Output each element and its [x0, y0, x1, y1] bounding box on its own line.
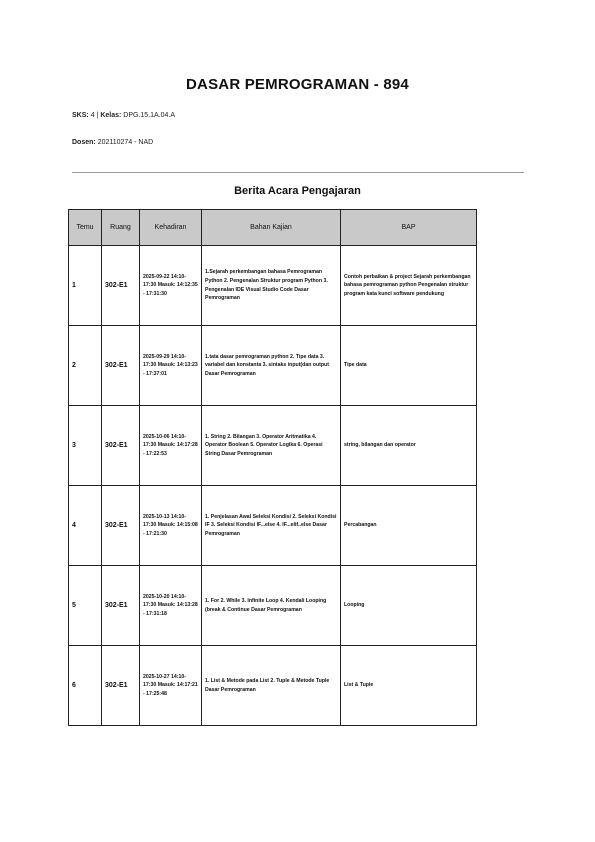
ruang-cell: 302-E1 — [102, 246, 140, 326]
kehadiran-cell: 2025-10-27 14:10-17:30 Masuk: 14:17:21 - 17:25:48 — [140, 646, 202, 726]
temu-cell: 6 — [69, 646, 102, 726]
lecturer-meta-line — [72, 139, 153, 146]
bahan-kajian-cell: 1.tata dasar pemrograman python 2. Tipe data 3. variabel dan konstanta 3. sintaks input(dan output Dasar Pemrograman — [202, 326, 341, 406]
dosen-value: 202110274 - NAD — [97, 139, 154, 146]
temu-cell: 3 — [69, 406, 102, 486]
sks-label: SKS: — [72, 112, 89, 119]
table-row — [69, 566, 477, 646]
kehadiran-cell: 2025-09-29 14:10-17:30 Masuk: 14:13:23 - 17:37:01 — [140, 326, 202, 406]
ruang-cell: 302-E1 — [102, 326, 140, 406]
kehadiran-cell: 2025-10-13 14:10-17:30 Masuk: 14:15:08 - 17:21:30 — [140, 486, 202, 566]
section-divider — [72, 172, 524, 173]
table-row — [69, 406, 477, 486]
temu-cell: 4 — [69, 486, 102, 566]
table-row — [69, 646, 477, 726]
dosen-label: Dosen: — [72, 139, 96, 146]
table-header-row — [69, 210, 477, 246]
bap-cell: Contoh perbaikan & project Sejarah perkembangan bahasa pemrograman python Pengenalan struktur program kata kunci software pendukung — [341, 246, 477, 326]
bap-cell: Tipe data — [341, 326, 477, 406]
bahan-kajian-cell: 1.Sejarah perkembangan bahasa Pemrograman Python 2. Pengenalan Struktur program Python 3. Pengenalan IDE Visual Studio Code Dasar Pemrograman — [202, 246, 341, 326]
course-meta-line — [72, 112, 175, 119]
header-kehadiran: Kehadiran — [140, 210, 202, 246]
bahan-kajian-cell: 1. List & Metode pada List 2. Tuple & Metode Tuple Dasar Pemrograman — [202, 646, 341, 726]
header-bahan-kajian: Bahan Kajian — [202, 210, 341, 246]
kelas-label: Kelas: — [100, 112, 122, 119]
header-temu: Temu — [69, 210, 102, 246]
teaching-record-table — [68, 209, 477, 726]
bap-cell: Looping — [341, 566, 477, 646]
sks-value: 4 — [90, 112, 95, 119]
ruang-cell: 302-E1 — [102, 486, 140, 566]
temu-cell: 5 — [69, 566, 102, 646]
bahan-kajian-cell: 1. For 2. While 3. Infinite Loop 4. Kendali Looping (break & Continue Dasar Pemrograman — [202, 566, 341, 646]
temu-cell: 2 — [69, 326, 102, 406]
kehadiran-cell: 2025-10-20 14:10-17:30 Masuk: 14:13:28 - 17:31:18 — [140, 566, 202, 646]
ruang-cell: 302-E1 — [102, 566, 140, 646]
section-title: Berita Acara Pengajaran — [234, 185, 361, 197]
bahan-kajian-cell: 1. Penjelasan Awal Seleksi Kondisi 2. Seleksi Kondisi IF 3. Seleksi Kondisi IF...else 4. IF...elif..else Dasar Pemrograman — [202, 486, 341, 566]
temu-cell: 1 — [69, 246, 102, 326]
table-row — [69, 486, 477, 566]
kehadiran-cell: 2025-09-22 14:10-17:30 Masuk: 14:12:35 - 17:31:30 — [140, 246, 202, 326]
table-row — [69, 326, 477, 406]
kelas-value: DPG.15.1A.04.A — [123, 112, 176, 119]
header-bap: BAP — [341, 210, 477, 246]
table-row — [69, 246, 477, 326]
bahan-kajian-cell: 1. String 2. Bilangan 3. Operator Aritmatika 4. Operator Boolean 5. Operator Logika 6. Operasi String Dasar Pemrograman — [202, 406, 341, 486]
meta-separator: | — [96, 112, 99, 119]
ruang-cell: 302-E1 — [102, 406, 140, 486]
bap-cell: Percabangan — [341, 486, 477, 566]
header-ruang: Ruang — [102, 210, 140, 246]
page-title: DASAR PEMROGRAMAN - 894 — [186, 76, 409, 93]
ruang-cell: 302-E1 — [102, 646, 140, 726]
bap-cell: string, bilangan dan operator — [341, 406, 477, 486]
kehadiran-cell: 2025-10-06 14:10-17:30 Masuk: 14:17:28 - 17:22:53 — [140, 406, 202, 486]
bap-cell: List & Tuple — [341, 646, 477, 726]
